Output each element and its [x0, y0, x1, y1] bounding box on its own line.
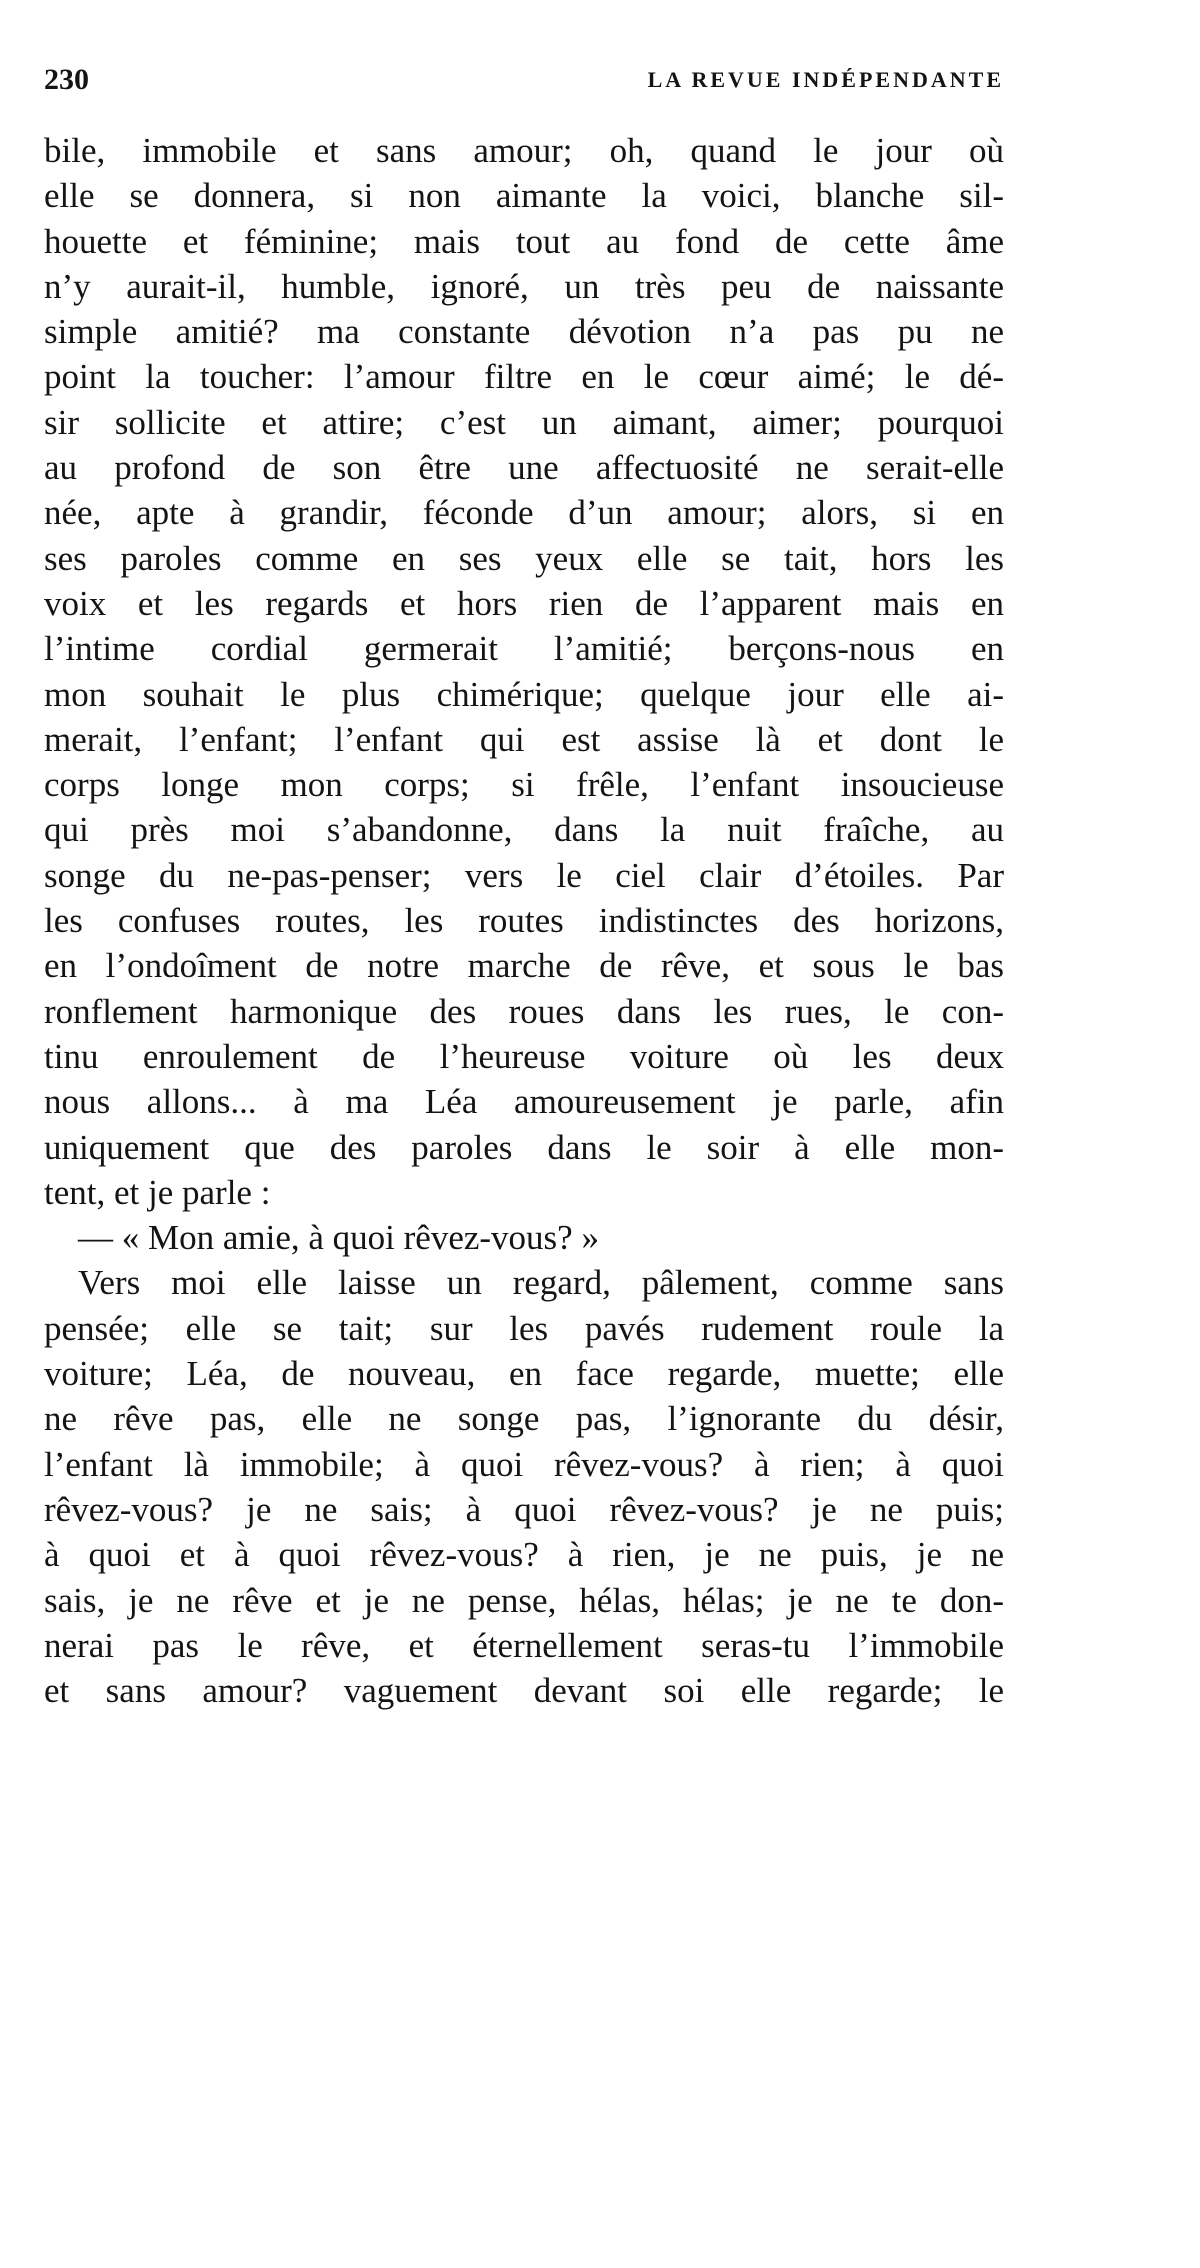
text-line: tent, et je parle : — [44, 1172, 271, 1212]
text-line: rêvez-vous? je ne sais; à quoi rêvez-vous? je ne puis; — [44, 1489, 1004, 1529]
text-line: sais, je ne rêve et je ne pense, hélas, hélas; je ne te don- — [44, 1580, 1004, 1620]
page-number: 230 — [44, 63, 89, 96]
text-line: nerai pas le rêve, et éternellement seras-tu l’immobile — [44, 1625, 1004, 1665]
text-line: houette et féminine; mais tout au fond de cette âme — [44, 221, 1004, 261]
body-text — [44, 128, 1004, 1713]
text-line: elle se donnera, si non aimante la voici, blanche sil- — [44, 176, 1004, 216]
text-line: merait, l’enfant; l’enfant qui est assise là et dont le — [44, 719, 1004, 759]
text-line: songe du ne-pas-penser; vers le ciel clair d’étoiles. Par — [44, 855, 1004, 895]
text-line: sir sollicite et attire; c’est un aimant, aimer; pourquoi — [44, 402, 1004, 442]
text-line: Vers moi elle laisse un regard, pâlement, comme sans — [78, 1263, 1004, 1303]
text-line: uniquement que des paroles dans le soir à elle mon- — [44, 1127, 1004, 1167]
text-line: mon souhait le plus chimérique; quelque jour elle ai- — [44, 674, 1004, 714]
text-line: ses paroles comme en ses yeux elle se tait, hors les — [44, 538, 1004, 578]
text-line: à quoi et à quoi rêvez-vous? à rien, je ne puis, je ne — [44, 1535, 1004, 1575]
text-line: l’intime cordial germerait l’amitié; berçons-nous en — [44, 629, 1004, 669]
text-line: née, apte à grandir, féconde d’un amour; alors, si en — [44, 493, 1004, 533]
text-line: ne rêve pas, elle ne songe pas, l’ignorante du désir, — [44, 1399, 1004, 1439]
text-line: bile, immobile et sans amour; oh, quand le jour où — [44, 131, 1004, 170]
text-line: corps longe mon corps; si frêle, l’enfant insoucieuse — [44, 765, 1004, 805]
text-line: en l’ondoîment de notre marche de rêve, et sous le bas — [44, 946, 1004, 986]
dialogue-line: — « Mon amie, à quoi rêvez-vous? » — [78, 1218, 599, 1258]
text-line: n’y aurait-il, humble, ignoré, un très peu de naissante — [44, 266, 1004, 306]
text-line: voiture; Léa, de nouveau, en face regarde, muette; elle — [44, 1354, 1004, 1394]
text-line: voix et les regards et hors rien de l’apparent mais en — [44, 583, 1004, 623]
text-line: tinu enroulement de l’heureuse voiture où les deux — [44, 1036, 1004, 1076]
text-line: les confuses routes, les routes indistinctes des horizons, — [44, 901, 1004, 941]
text-line: et sans amour? vaguement devant soi elle regarde; le — [44, 1671, 1004, 1711]
text-line: qui près moi s’abandonne, dans la nuit fraîche, au — [44, 810, 1004, 850]
text-line: simple amitié? ma constante dévotion n’a pas pu ne — [44, 312, 1004, 352]
text-line: nous allons... à ma Léa amoureusement je parle, afin — [44, 1082, 1004, 1122]
text-line: pensée; elle se tait; sur les pavés rudement roule la — [44, 1308, 1004, 1348]
text-line: au profond de son être une affectuosité ne serait-elle — [44, 448, 1004, 488]
page-header — [44, 60, 1004, 100]
running-head: LA REVUE INDÉPENDANTE — [647, 67, 1004, 92]
text-line: ronflement harmonique des roues dans les rues, le con- — [44, 991, 1004, 1031]
text-line: l’enfant là immobile; à quoi rêvez-vous? à rien; à quoi — [44, 1444, 1004, 1484]
text-line: point la toucher: l’amour filtre en le cœur aimé; le dé- — [44, 357, 1004, 397]
